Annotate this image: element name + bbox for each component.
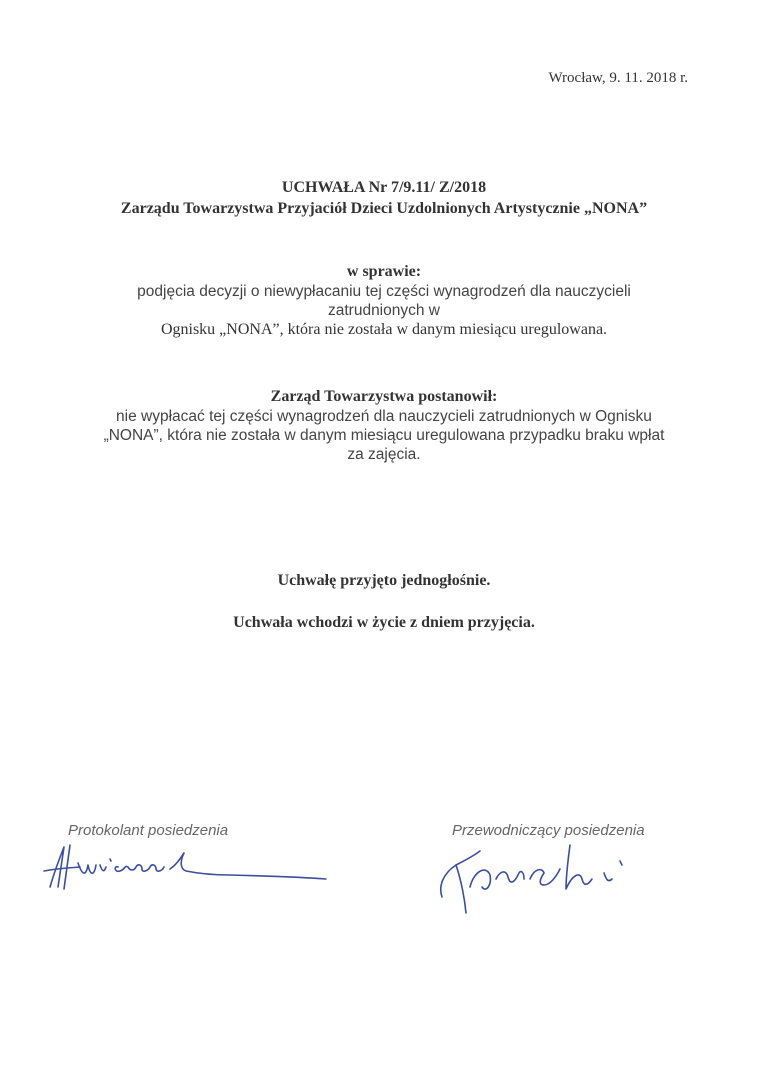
adoption-statement [60, 571, 708, 591]
decision-line-3: za zajęcia. [347, 446, 421, 463]
matter-line-2: zatrudnionych w [327, 302, 440, 319]
matter-heading: w sprawie: [346, 263, 422, 280]
matter-line-3: Ognisku „NONA”, która nie została w danym miesiącu uregulowana. [160, 321, 608, 338]
resolution-title [60, 177, 708, 219]
resolution-number: UCHWAŁA Nr 7/9.11/ Z/2018 [281, 179, 487, 196]
matter-section [60, 262, 708, 340]
document-date: Wrocław, 9. 11. 2018 r. [548, 70, 688, 86]
matter-line-1: podjęcia decyzji o niewypłacaniu tej części wynagrodzeń dla nauczycieli [137, 283, 631, 300]
chairman-label: Przewodniczący posiedzenia [452, 822, 645, 839]
resolution-issuer: Zarządu Towarzystwa Przyjaciół Dzieci Uzdolnionych Artystycznie „NONA” [120, 200, 648, 217]
decision-line-1: nie wypłacać tej części wynagrodzeń dla nauczycieli zatrudnionych w Ognisku [116, 408, 652, 425]
decision-line-2: „NONA”, która nie została w danym miesiącu uregulowana przypadku braku wpłat [103, 427, 665, 444]
effective-text: Uchwała wchodzi w życie z dniem przyjęcia. [233, 614, 535, 631]
recorder-signature [30, 835, 340, 905]
decision-heading: Zarząd Towarzystwa postanowił: [270, 388, 498, 405]
chairman-signature [420, 835, 650, 925]
decision-section [60, 387, 708, 464]
recorder-label: Protokolant posiedzenia [68, 822, 229, 839]
adoption-text: Uchwałę przyjęto jednogłośnie. [277, 572, 491, 589]
effective-statement [60, 613, 708, 633]
